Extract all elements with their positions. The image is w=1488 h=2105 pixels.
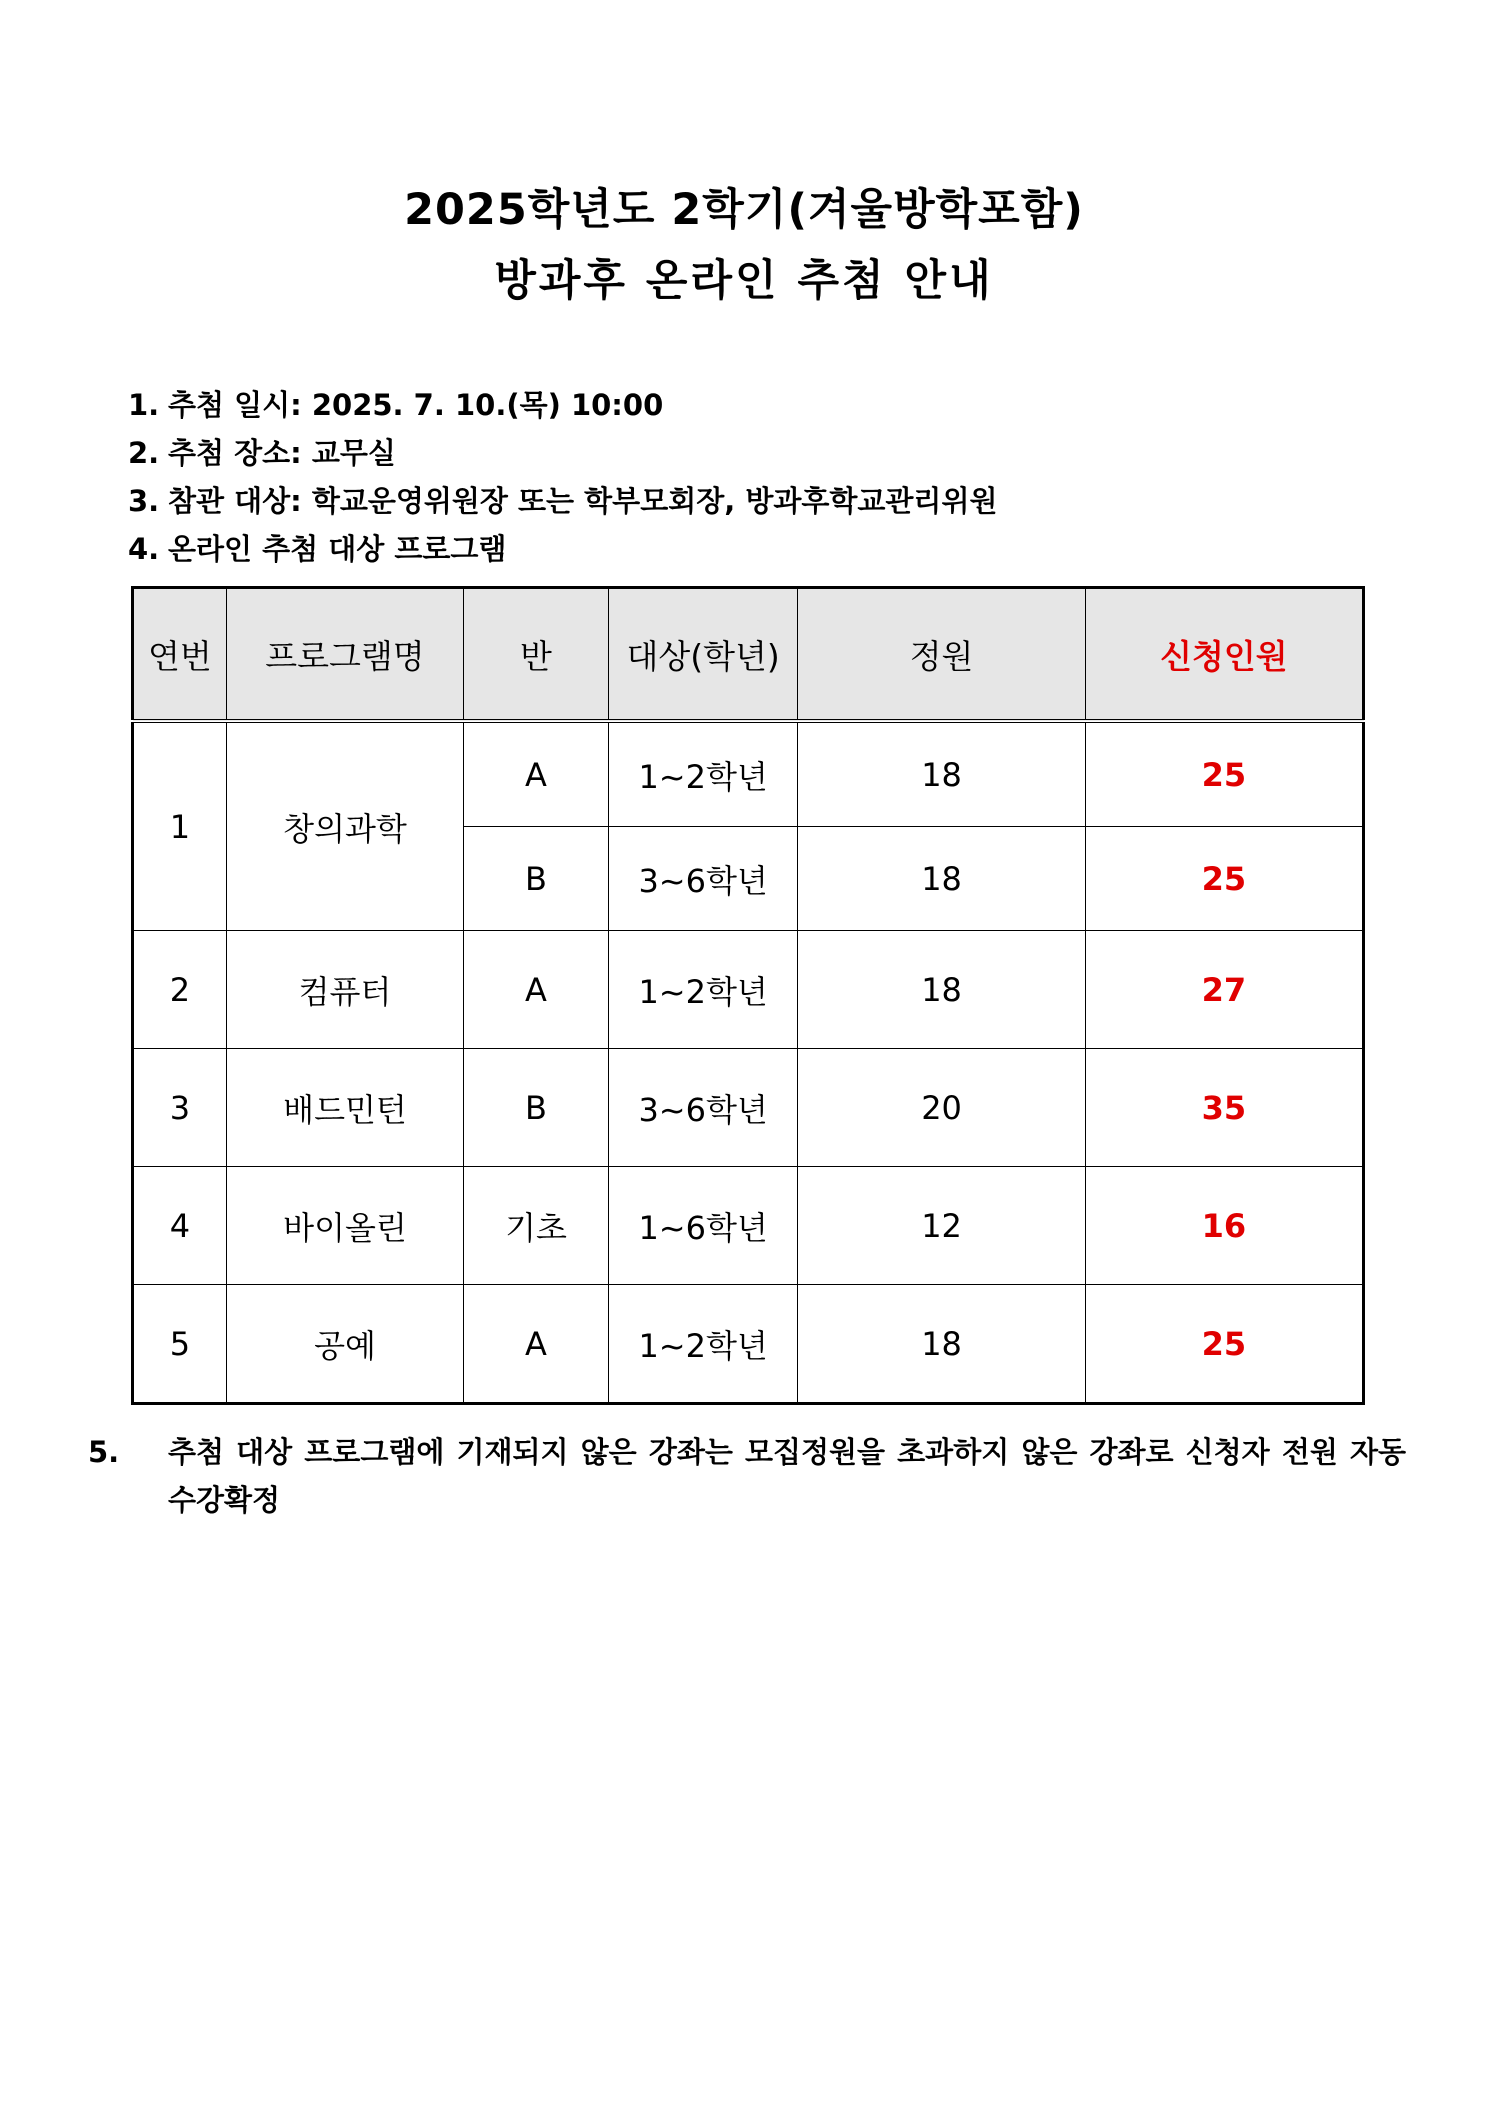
cell-applicants: 25 [1085, 827, 1363, 931]
cell-grade: 1~2학년 [608, 1285, 798, 1404]
cell-capacity: 12 [798, 1167, 1085, 1285]
cell-program: 컴퓨터 [226, 931, 463, 1049]
table-row [133, 1049, 1364, 1167]
cell-program: 창의과학 [226, 721, 463, 931]
cell-class: A [464, 1285, 609, 1404]
cell-class: A [464, 931, 609, 1049]
info-item-observers: 3. 참관 대상: 학교운영위원장 또는 학부모회장, 방과후학교관리위원 [128, 484, 998, 518]
cell-program: 바이올린 [226, 1167, 463, 1285]
table-row [133, 1167, 1364, 1285]
cell-capacity: 18 [798, 721, 1085, 827]
cell-applicants: 25 [1085, 721, 1363, 827]
header-class: 반 [464, 588, 609, 722]
cell-grade: 1~2학년 [608, 931, 798, 1049]
cell-grade: 3~6학년 [608, 827, 798, 931]
cell-class: A [464, 721, 609, 827]
cell-class: 기초 [464, 1167, 609, 1285]
header-applicants: 신청인원 [1085, 588, 1363, 722]
cell-applicants: 35 [1085, 1049, 1363, 1167]
header-no: 연번 [133, 588, 227, 722]
info-item-date: 1. 추첨 일시: 2025. 7. 10.(목) 10:00 [128, 388, 664, 422]
cell-capacity: 18 [798, 1285, 1085, 1404]
cell-program: 배드민턴 [226, 1049, 463, 1167]
cell-applicants: 27 [1085, 931, 1363, 1049]
table-row [133, 721, 1364, 827]
table-row [133, 1285, 1364, 1404]
cell-grade: 3~6학년 [608, 1049, 798, 1167]
cell-grade: 1~2학년 [608, 721, 798, 827]
cell-no: 2 [133, 931, 227, 1049]
header-capacity: 정원 [798, 588, 1085, 722]
cell-no: 3 [133, 1049, 227, 1167]
cell-class: B [464, 1049, 609, 1167]
page-title-line2: 방과후 온라인 추첨 안내 [494, 256, 994, 306]
info-item-auto-confirm: 5. 추첨 대상 프로그램에 기재되지 않은 강좌는 모집정원을 초과하지 않은 강좌로 신청자 전원 자동 수강확정 [88, 1435, 1406, 1517]
cell-capacity: 20 [798, 1049, 1085, 1167]
cell-no: 1 [133, 721, 227, 931]
info-item-place: 2. 추첨 장소: 교무실 [128, 436, 396, 470]
page-title-line1: 2025학년도 2학기(겨울방학포함) [404, 185, 1084, 235]
table-row [133, 931, 1364, 1049]
cell-capacity: 18 [798, 827, 1085, 931]
header-program: 프로그램명 [226, 588, 463, 722]
table-header-row [133, 588, 1364, 722]
header-grade: 대상(학년) [608, 588, 798, 722]
cell-applicants: 16 [1085, 1167, 1363, 1285]
cell-applicants: 25 [1085, 1285, 1363, 1404]
cell-class: B [464, 827, 609, 931]
cell-capacity: 18 [798, 931, 1085, 1049]
program-table [131, 586, 1365, 1405]
cell-no: 4 [133, 1167, 227, 1285]
info-item-programs: 4. 온라인 추첨 대상 프로그램 [128, 532, 507, 566]
cell-program: 공예 [226, 1285, 463, 1404]
cell-grade: 1~6학년 [608, 1167, 798, 1285]
cell-no: 5 [133, 1285, 227, 1404]
